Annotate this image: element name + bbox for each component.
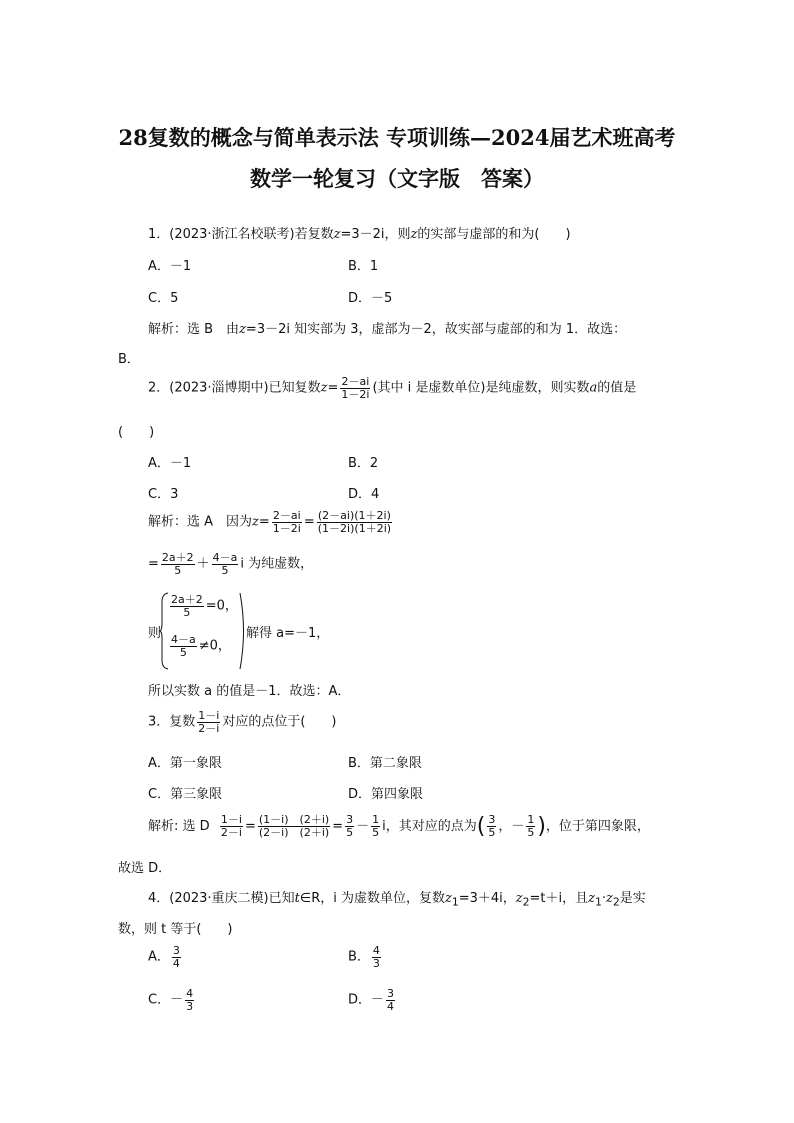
q1-stem: [148, 223, 571, 242]
q4-option-c: [148, 988, 196, 1012]
q3-p2-den: 5: [527, 826, 535, 839]
q3-solution-mid: i，其对应的点为: [382, 819, 477, 834]
q2-stem: 2．(2023·淄博期中)已知复数z= $\frac{2-ai}{1-2i}$ (其中 i 是虚数单位)是纯虚数，则实数a的值是: [148, 375, 637, 401]
q3-solution-tail: ，位于第四象限，: [545, 819, 650, 834]
q4-stem-z1: =3＋4i，: [458, 891, 516, 906]
q2-sys-row2-num: 4－a: [171, 633, 196, 646]
q2-var-a: a: [589, 380, 598, 396]
q2-sys-row1-frac: [170, 594, 204, 618]
q4-stem-text: 4．(2023·重庆二模)已知: [148, 891, 295, 906]
q3-f1-num: 1－i: [220, 813, 242, 827]
q1-option-b: B．1: [348, 259, 379, 274]
q4-option-b-label: B．: [348, 949, 370, 965]
q2-stem-mid: (其中 i 是虚数单位)是纯虚数，则实数: [372, 380, 590, 396]
q4-c-num: 4: [186, 987, 194, 1000]
q1-solution: [148, 318, 626, 337]
q2-sys-row1-num: 2a＋2: [171, 593, 203, 606]
q3-sol-frac-3: [345, 814, 354, 838]
q4-option-d-frac: [386, 988, 395, 1012]
q1-sol-var-z: z: [239, 322, 246, 337]
q3-option-c: C．第三象限: [148, 787, 223, 802]
q4-option-d: [348, 988, 397, 1012]
q3-fraction: [197, 710, 220, 734]
q1-solution-text-2: =3－2i 知实部为 3，虚部为－2，故实部与虚部的和为 1．故选：: [245, 322, 627, 337]
q3-solution-end: 故选 D．: [118, 861, 172, 876]
q1-var-z: z: [333, 227, 341, 242]
q4-stem-tail: 是实: [619, 891, 646, 906]
q2-option-d: D．4: [348, 487, 380, 502]
q4-option-a-frac: [172, 945, 181, 969]
q4-option-d-label: D．－: [348, 992, 385, 1008]
q2-sys-row1-den: 5: [183, 605, 191, 619]
q4-option-a-label: A．: [148, 949, 170, 965]
q2-system-row-2: [168, 634, 231, 658]
q1-option-a: A．－1: [148, 259, 192, 274]
q4-option-b: [348, 945, 383, 969]
q4-b-num: 4: [372, 944, 380, 957]
q3-f3-den: 5: [346, 826, 354, 839]
q3-solution-text: 解析: 选 D: [148, 819, 210, 834]
q3-sol-frac-2: [258, 814, 330, 838]
q4-stem-line-2: 数，则 t 等于( ): [118, 922, 233, 937]
q3-solution: 解析: 选 D $\frac{1-i}{2-i}$ = $\frac{(1-i) (2+i)}{(2-i) (2+i)}$ = $\frac{3}{5}$ － $\frac{1}{5}$ i，其对应的点为( $\frac{3}{5}$ ，－ $\frac{1}{5}$ )，位于第四象限，: [148, 813, 650, 839]
q4-option-a: [148, 945, 183, 969]
q2-frac-num: 2－ai: [341, 375, 370, 388]
q2-solution-text: 解析：选 A 因为: [148, 514, 253, 530]
q3-p1-den: 5: [488, 826, 496, 839]
q2-sol-frac2-num: (2－ai)(1＋2i): [317, 509, 391, 522]
q4-d-den: 4: [387, 999, 395, 1013]
q3-p1-num: 3: [488, 813, 496, 827]
q1-stem-tail: 的实部与虚部的和为( ): [417, 227, 571, 242]
q3-option-a: A．第一象限: [148, 756, 222, 771]
q4-stem: 4．(2023·重庆二模)已知t∈R，i 为虚数单位，复数$z_1=3+4i$，$z_2=t+i$，且$z_1\cdot z_2$是实: [148, 891, 646, 909]
q1-stem-text: 1．(2023·浙江名校联考)若复数: [148, 227, 334, 242]
q1-solution-text: 解析：选 B 由: [148, 322, 240, 337]
q4-b-den: 3: [372, 956, 380, 970]
q3-stem: [148, 710, 337, 734]
q2-sys-row1-tail: =0，: [205, 598, 238, 614]
q2-line2-frac1-num: 2a＋2: [161, 551, 194, 564]
q2-sys-row2-tail: ≠0，: [198, 638, 231, 654]
q4-option-c-label: C．－: [148, 992, 184, 1008]
q4-option-b-frac: [372, 945, 381, 969]
q2-option-c: C．3: [148, 487, 179, 502]
q2-stem-tail: 的值是: [597, 380, 637, 396]
q3-p2-num: 1: [527, 813, 535, 827]
q4-d-num: 3: [387, 987, 395, 1000]
q2-sol-frac-1: [272, 510, 302, 534]
q2-frac-den: 1－2i: [341, 387, 370, 401]
q2-solution-line-1: 解析：选 A 因为z= $\frac{2-ai}{1-2i}$ = $\frac{(2-ai)(1+2i)}{(1-2i)(1+2i)}$: [148, 509, 392, 535]
document-title-line-2: 数学一轮复习（文字版 答案）: [250, 166, 544, 191]
q1-stem-eq: =3－2i，则: [340, 227, 411, 242]
q3-f3-num: 3: [346, 813, 354, 827]
q4-c-den: 3: [186, 999, 194, 1013]
q2-paren: ( ): [118, 425, 155, 440]
q4-stem-mid: ∈R，i 为虚数单位，复数: [299, 891, 445, 906]
q4-option-c-frac: [185, 988, 194, 1012]
q4-a-num: 3: [172, 944, 180, 957]
q3-f4-den: 5: [372, 826, 380, 839]
q2-solution-line-2: = $\frac{2a+2}{5}$ ＋ $\frac{4-a}{5}$ i 为纯虚数，: [148, 551, 314, 577]
q2-sys-row2-den: 5: [179, 645, 187, 659]
q2-sol-frac-2: [317, 510, 392, 534]
q2-line2-tail: i 为纯虚数，: [240, 556, 314, 572]
q2-sol-frac2-den: (1－2i)(1＋2i): [317, 521, 392, 535]
q1-var-z-2: z: [410, 227, 418, 242]
q2-line2-frac-2: [212, 552, 239, 576]
q2-system-prefix: 则: [148, 626, 162, 641]
q2-sol-frac1-den: 1－2i: [272, 521, 301, 535]
q3-f4-num: 1: [372, 813, 380, 827]
q2-conclusion: 所以实数 a 的值是－1．故选：A．: [148, 684, 351, 699]
q3-point-y: [526, 814, 535, 838]
q2-fraction: [340, 376, 370, 400]
q3-frac-num: 1－i: [198, 709, 220, 722]
q3-sol-frac-1: [220, 814, 243, 838]
q3-frac-den: 2－i: [198, 721, 220, 735]
q4-stem-z2: =t＋i，且: [529, 891, 589, 906]
q3-sol-frac-4: [371, 814, 380, 838]
q3-f2-den: (2－i) (2＋i): [258, 826, 330, 839]
q2-option-b: B．2: [348, 456, 379, 471]
q2-system-row-1: [168, 594, 238, 618]
document-title-line-1: 28复数的概念与简单表示法 专项训练—2024届艺术班高考: [118, 125, 676, 150]
q2-option-a: A．－1: [148, 456, 192, 471]
q2-line2-frac2-num: 4－a: [212, 551, 238, 564]
q4-a-den: 4: [172, 956, 180, 970]
q1-option-d: D．－5: [348, 291, 393, 306]
q2-line2-frac2-den: 5: [221, 563, 229, 577]
q3-stem-tail: 对应的点位于( ): [222, 714, 337, 730]
q3-point-x: [487, 814, 496, 838]
q1-solution-end: B．: [118, 352, 140, 367]
q3-f1-den: 2－i: [220, 826, 242, 839]
q2-sol-frac1-num: 2－ai: [272, 509, 301, 522]
q1-option-c: C．5: [148, 291, 179, 306]
q2-sol-var-z: z: [252, 514, 259, 530]
q2-stem-text: 2．(2023·淄博期中)已知复数: [148, 380, 321, 396]
q3-option-b: B．第二象限: [348, 756, 422, 771]
q2-sys-row2-frac: [170, 634, 197, 658]
q3-f2-num: (1－i) (2＋i): [258, 813, 330, 827]
q3-stem-text: 3．复数: [148, 714, 196, 730]
q4-var-t: t: [294, 891, 300, 906]
q2-line2-frac-1: [161, 552, 195, 576]
q2-system-result: 解得 a=－1，: [246, 626, 330, 641]
q2-var-z: z: [320, 380, 328, 396]
q3-option-d: D．第四象限: [348, 787, 424, 802]
q2-line2-frac1-den: 5: [174, 563, 182, 577]
